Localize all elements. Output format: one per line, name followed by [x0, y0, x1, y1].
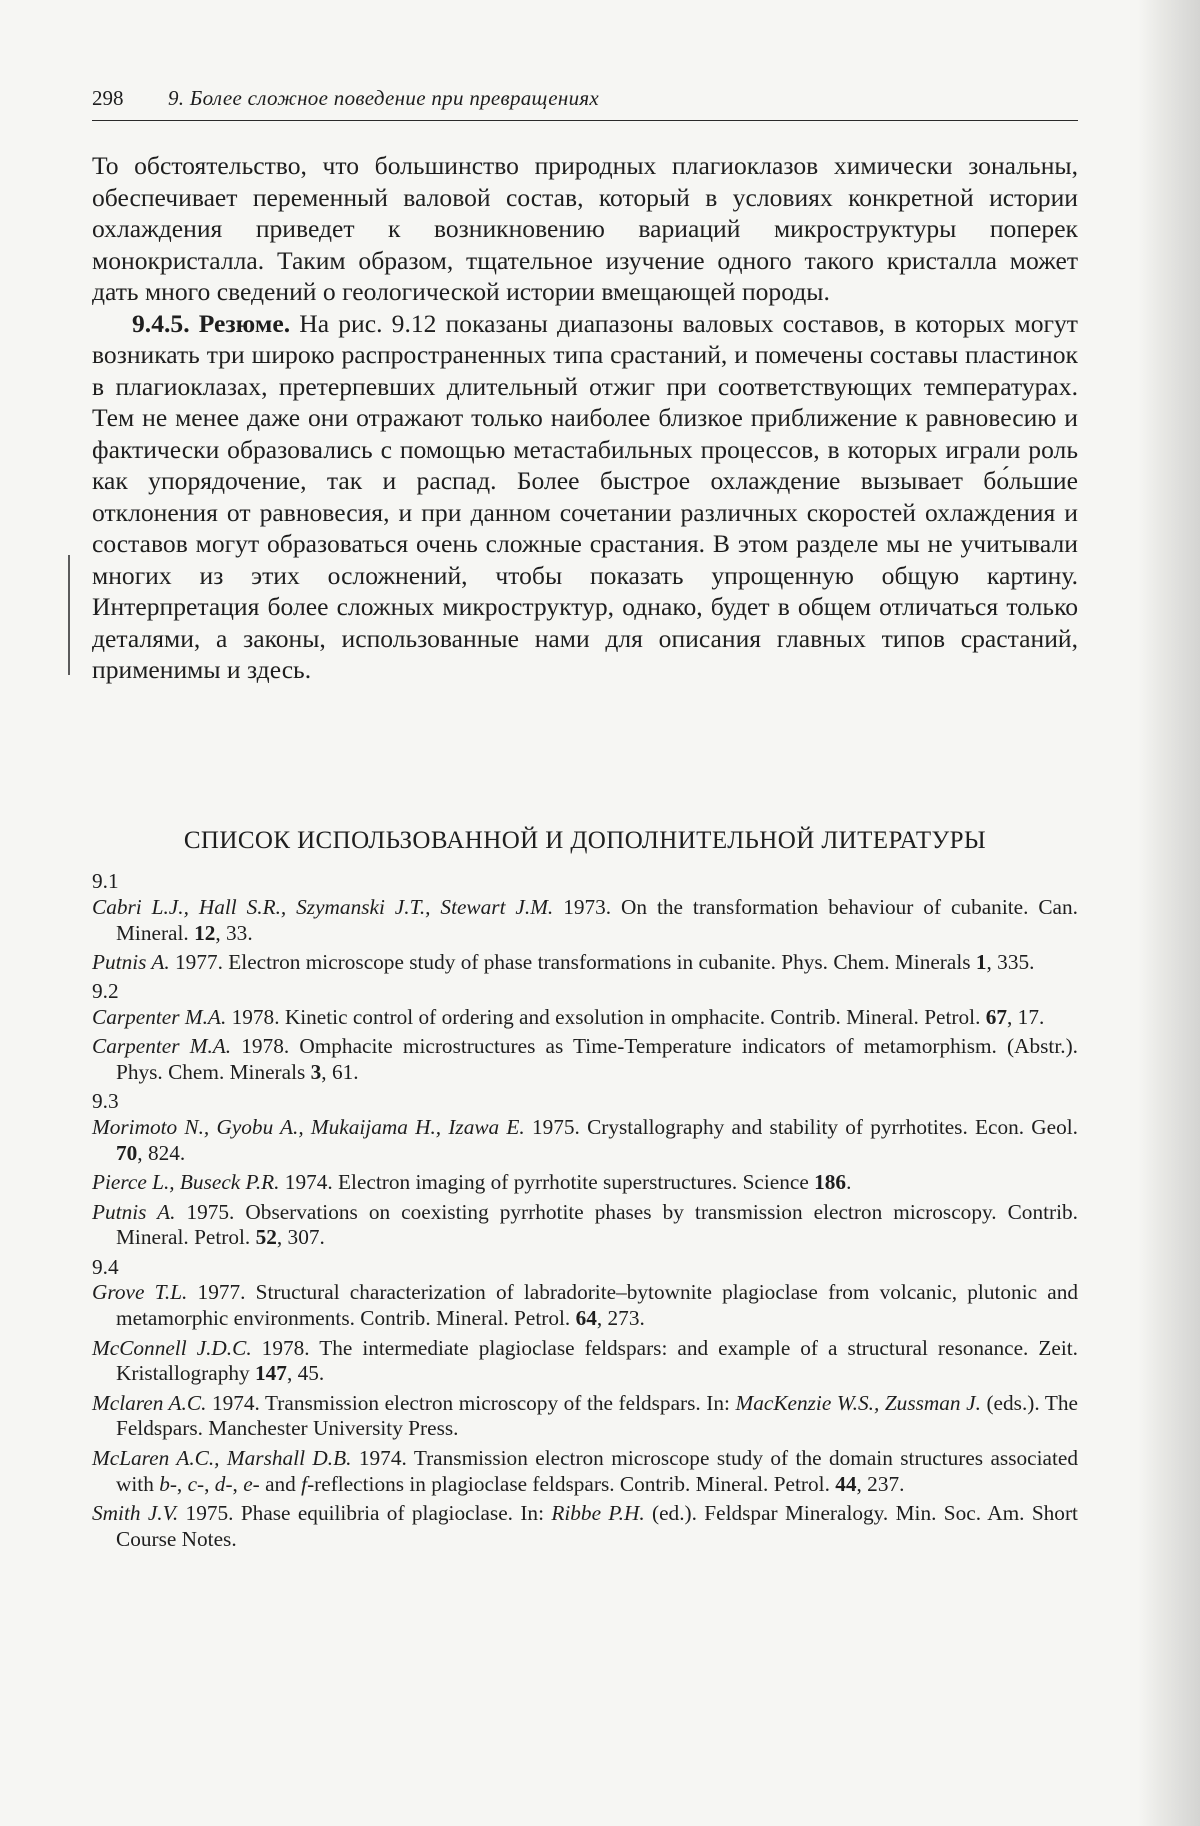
- reference-group-label: 9.2: [92, 979, 1078, 1005]
- page-header: [92, 86, 1078, 121]
- reference-volume: 12: [194, 921, 215, 945]
- reference-authors: Pierce L., Buseck P.R.: [92, 1170, 279, 1194]
- reference-volume: 52: [256, 1225, 277, 1249]
- reference-volume: 1: [976, 950, 987, 974]
- reference-item: McLaren A.C., Marshall D.B. 1974. Transmission electron microscope study of the domain structures associated with b-, c-, d-, e- and f-reflections in plagioclase feldspars. Contrib. Mineral. Petrol. 44, 237.: [92, 1446, 1078, 1498]
- paragraph-2-text: На рис. 9.12 показаны диапазоны валовых составов, в которых могут возникать три широко распространенных типа срастаний, и помечены составы пластинок в плагиоклазах, претерпевших длительный отжиг при соответствующих температурах. Тем не менее даже они отражают только наиболее близкое приближение к равновесию и фактически образовались с помощью метастабильных процессов, в которых играли роль как упорядочение, так и распад. Более быстрое охлаждение вызывает бо́льшие отклонения от равновесия, и при данном сочетании различных скоростей охлаждения и составов могут образоваться очень сложные срастания. В этом разделе мы не учитывали многих из этих осложнений, чтобы показать упрощенную общую картину. Интерпретация более сложных микроструктур, однако, будет в общем отличаться только деталями, а законы, использованные нами для описания главных типов срастаний, применимы и здесь.: [92, 309, 1078, 685]
- margin-mark: [68, 555, 70, 675]
- reference-authors: Mclaren A.C.: [92, 1391, 206, 1415]
- scan-shadow: [1138, 0, 1200, 1826]
- reference-item: McConnell J.D.C. 1978. The intermediate plagioclase feldspars: and example of a structural resonance. Zeit. Kristallography 147, 45.: [92, 1336, 1078, 1388]
- reference-volume: 186: [814, 1170, 846, 1194]
- running-title: 9. Более сложное поведение при превращениях: [168, 86, 599, 111]
- reference-authors: Smith J.V.: [92, 1501, 178, 1525]
- reference-authors: McLaren A.C., Marshall D.B.: [92, 1446, 351, 1470]
- reference-item: Putnis A. 1977. Electron microscope study of phase transformations in cubanite. Phys. Chem. Minerals 1, 335.: [92, 950, 1078, 976]
- references-title: СПИСОК ИСПОЛЬЗОВАННОЙ И ДОПОЛНИТЕЛЬНОЙ ЛИТЕРАТУРЫ: [92, 827, 1078, 855]
- page-number: 298: [92, 86, 124, 111]
- reference-authors: McConnell J.D.C.: [92, 1336, 252, 1360]
- references-list: [92, 869, 1078, 1556]
- reference-item: Pierce L., Buseck P.R. 1974. Electron imaging of pyrrhotite superstructures. Science 186.: [92, 1170, 1078, 1196]
- reference-item: Mclaren A.C. 1974. Transmission electron microscopy of the feldspars. In: MacKenzie W.S., Zussman J. (eds.). The Feldspars. Manchester University Press.: [92, 1391, 1078, 1443]
- reference-groups: [92, 869, 1078, 1387]
- reference-item: Smith J.V. 1975. Phase equilibria of plagioclase. In: Ribbe P.H. (ed.). Feldspar Mineralogy. Min. Soc. Am. Short Course Notes.: [92, 1501, 1078, 1553]
- reference-volume: 64: [576, 1306, 597, 1330]
- body-text: [92, 150, 1078, 686]
- paragraph-2: [92, 308, 1078, 686]
- reference-authors: Carpenter M.A.: [92, 1034, 231, 1058]
- reference-authors: Cabri L.J., Hall S.R., Szymanski J.T., Stewart J.M.: [92, 895, 553, 919]
- reference-item: Grove T.L. 1977. Structural characterization of labradorite–bytownite plagioclase from volcanic, plutonic and metamorphic environments. Contrib. Mineral. Petrol. 64, 273.: [92, 1280, 1078, 1332]
- reference-group-label: 9.4: [92, 1255, 1078, 1281]
- reference-authors: Morimoto N., Gyobu A., Mukaijama H., Izawa E.: [92, 1115, 525, 1139]
- reference-item: Carpenter M.A. 1978. Omphacite microstructures as Time-Temperature indicators of metamorphism. (Abstr.). Phys. Chem. Minerals 3, 61.: [92, 1034, 1078, 1086]
- reference-item: Morimoto N., Gyobu A., Mukaijama H., Izawa E. 1975. Crystallography and stability of pyrrhotites. Econ. Geol. 70, 824.: [92, 1115, 1078, 1167]
- reference-group-label: 9.3: [92, 1089, 1078, 1115]
- section-heading: 9.4.5. Резюме.: [132, 309, 290, 338]
- reference-authors: Putnis A.: [92, 1200, 175, 1224]
- reference-volume: 147: [255, 1361, 287, 1385]
- reference-authors: Putnis A.: [92, 950, 170, 974]
- reference-editors: Ribbe P.H.: [551, 1501, 644, 1525]
- paragraph-1: То обстоятельство, что большинство природных плагиоклазов химически зональны, обеспечивает переменный валовой состав, который в условиях конкретной истории охлаждения приведет к возникновению вариаций микроструктуры поперек монокристалла. Таким образом, тщательное изучение одного такого кристалла может дать много сведений о геологической истории вмещающей породы.: [92, 150, 1078, 308]
- reference-group-label: 9.1: [92, 869, 1078, 895]
- reference-authors: Carpenter M.A.: [92, 1005, 226, 1029]
- reference-volume: 70: [116, 1141, 137, 1165]
- reference-authors: Grove T.L.: [92, 1280, 187, 1304]
- reference-volume: 3: [311, 1060, 322, 1084]
- reference-editors: MacKenzie W.S., Zussman J.: [736, 1391, 981, 1415]
- reference-item: Putnis A. 1975. Observations on coexisting pyrrhotite phases by transmission electron microscopy. Contrib. Mineral. Petrol. 52, 307.: [92, 1200, 1078, 1252]
- reference-volume: 67: [986, 1005, 1007, 1029]
- reference-item: Cabri L.J., Hall S.R., Szymanski J.T., Stewart J.M. 1973. On the transformation behaviour of cubanite. Can. Mineral. 12, 33.: [92, 895, 1078, 947]
- reference-item: Carpenter M.A. 1978. Kinetic control of ordering and exsolution in omphacite. Contrib. Mineral. Petrol. 67, 17.: [92, 1005, 1078, 1031]
